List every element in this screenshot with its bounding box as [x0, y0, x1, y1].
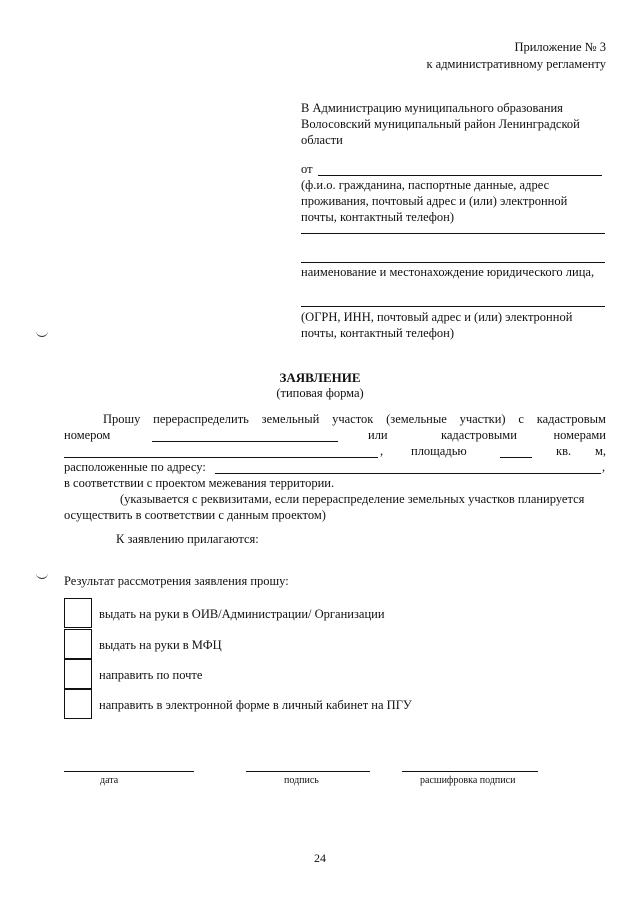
option-checkbox-4[interactable] — [64, 689, 92, 719]
option-label-3: направить по почте — [99, 668, 203, 682]
word: участки) — [459, 412, 506, 426]
option-checkbox-1[interactable] — [64, 598, 92, 628]
or-text: или — [368, 428, 388, 442]
date-label: дата — [100, 775, 119, 786]
word: Прошу — [103, 412, 141, 426]
address-field[interactable] — [215, 473, 601, 474]
addressee-line-1: В Администрацию муниципального образования — [301, 101, 563, 115]
word: участок — [332, 412, 374, 426]
date-line[interactable] — [64, 771, 194, 772]
attachments-label: К заявлению прилагаются: — [116, 532, 259, 546]
option-checkbox-2[interactable] — [64, 629, 92, 659]
org-name-label: наименование и местонахождение юридического лица, — [301, 265, 595, 279]
cadastral-number-label: номером — [64, 428, 111, 442]
decoding-label: расшифровка подписи — [420, 775, 516, 786]
area-unit: кв. — [556, 444, 572, 458]
person-details-line-2: проживания, почтовый адрес и (или) электронной — [301, 194, 568, 208]
org-details-line-1: (ОГРН, ИНН, почтовый адрес и (или) электронной — [301, 310, 573, 324]
area-label: площадью — [411, 444, 467, 458]
from-name-line — [318, 175, 602, 176]
option-label-1: выдать на руки в ОИВ/Администрации/ Организации — [99, 607, 385, 621]
person-details-line-1: (ф.и.о. гражданина, паспортные данные, адрес — [301, 178, 550, 192]
blank-line-2 — [301, 262, 605, 263]
cadastral-numbers-field[interactable] — [64, 457, 378, 458]
blank-line-3 — [301, 306, 605, 307]
numbers-text: номерами — [553, 428, 606, 442]
margin-mark-1 — [36, 330, 48, 337]
comma: , — [602, 460, 606, 474]
comma: , — [380, 444, 384, 458]
option-label-2: выдать на руки в МФЦ — [99, 638, 222, 652]
page-number: 24 — [314, 851, 326, 865]
document-title: ЗАЯВЛЕНИЕ — [279, 370, 361, 385]
addressee-line-2: Волосовский муниципальный район Ленинградской — [301, 117, 580, 131]
blank-line-1 — [301, 233, 605, 234]
note-line-1: (указывается с реквизитами, если перераспределение земельных участков планируется — [120, 492, 585, 506]
appendix-number: Приложение № 3 — [514, 40, 606, 54]
word: с — [518, 412, 524, 426]
area-unit-m: м, — [594, 444, 606, 458]
margin-mark-2 — [36, 572, 48, 579]
result-label: Результат рассмотрения заявления прошу: — [64, 574, 289, 588]
org-details-line-2: почты, контактный телефон) — [301, 326, 454, 340]
word: земельный — [261, 412, 320, 426]
word: (земельные — [386, 412, 447, 426]
decoding-line[interactable] — [402, 771, 538, 772]
person-details-line-3: почты, контактный телефон) — [301, 210, 454, 224]
addressee-line-3: области — [301, 133, 343, 147]
signature-label: подпись — [284, 775, 319, 786]
signature-line[interactable] — [246, 771, 370, 772]
appendix-reference: к административному регламенту — [426, 57, 606, 71]
word: перераспределить — [153, 412, 249, 426]
word: кадастровым — [536, 412, 606, 426]
cadastral-number-field[interactable] — [152, 441, 338, 442]
cadastral-plural-text: кадастровыми — [441, 428, 517, 442]
body-line-1 — [103, 412, 606, 427]
note-line-2: осуществить в соответствии с данным проектом) — [64, 508, 326, 522]
from-label: от — [301, 162, 313, 176]
address-label: расположенные по адресу: — [64, 460, 206, 474]
area-field[interactable] — [500, 457, 532, 458]
option-label-4: направить в электронной форме в личный кабинет на ПГУ — [99, 698, 412, 712]
document-subtitle: (типовая форма) — [276, 386, 364, 400]
option-checkbox-3[interactable] — [64, 659, 92, 689]
survey-project-text: в соответствии с проектом межевания территории. — [64, 476, 335, 490]
